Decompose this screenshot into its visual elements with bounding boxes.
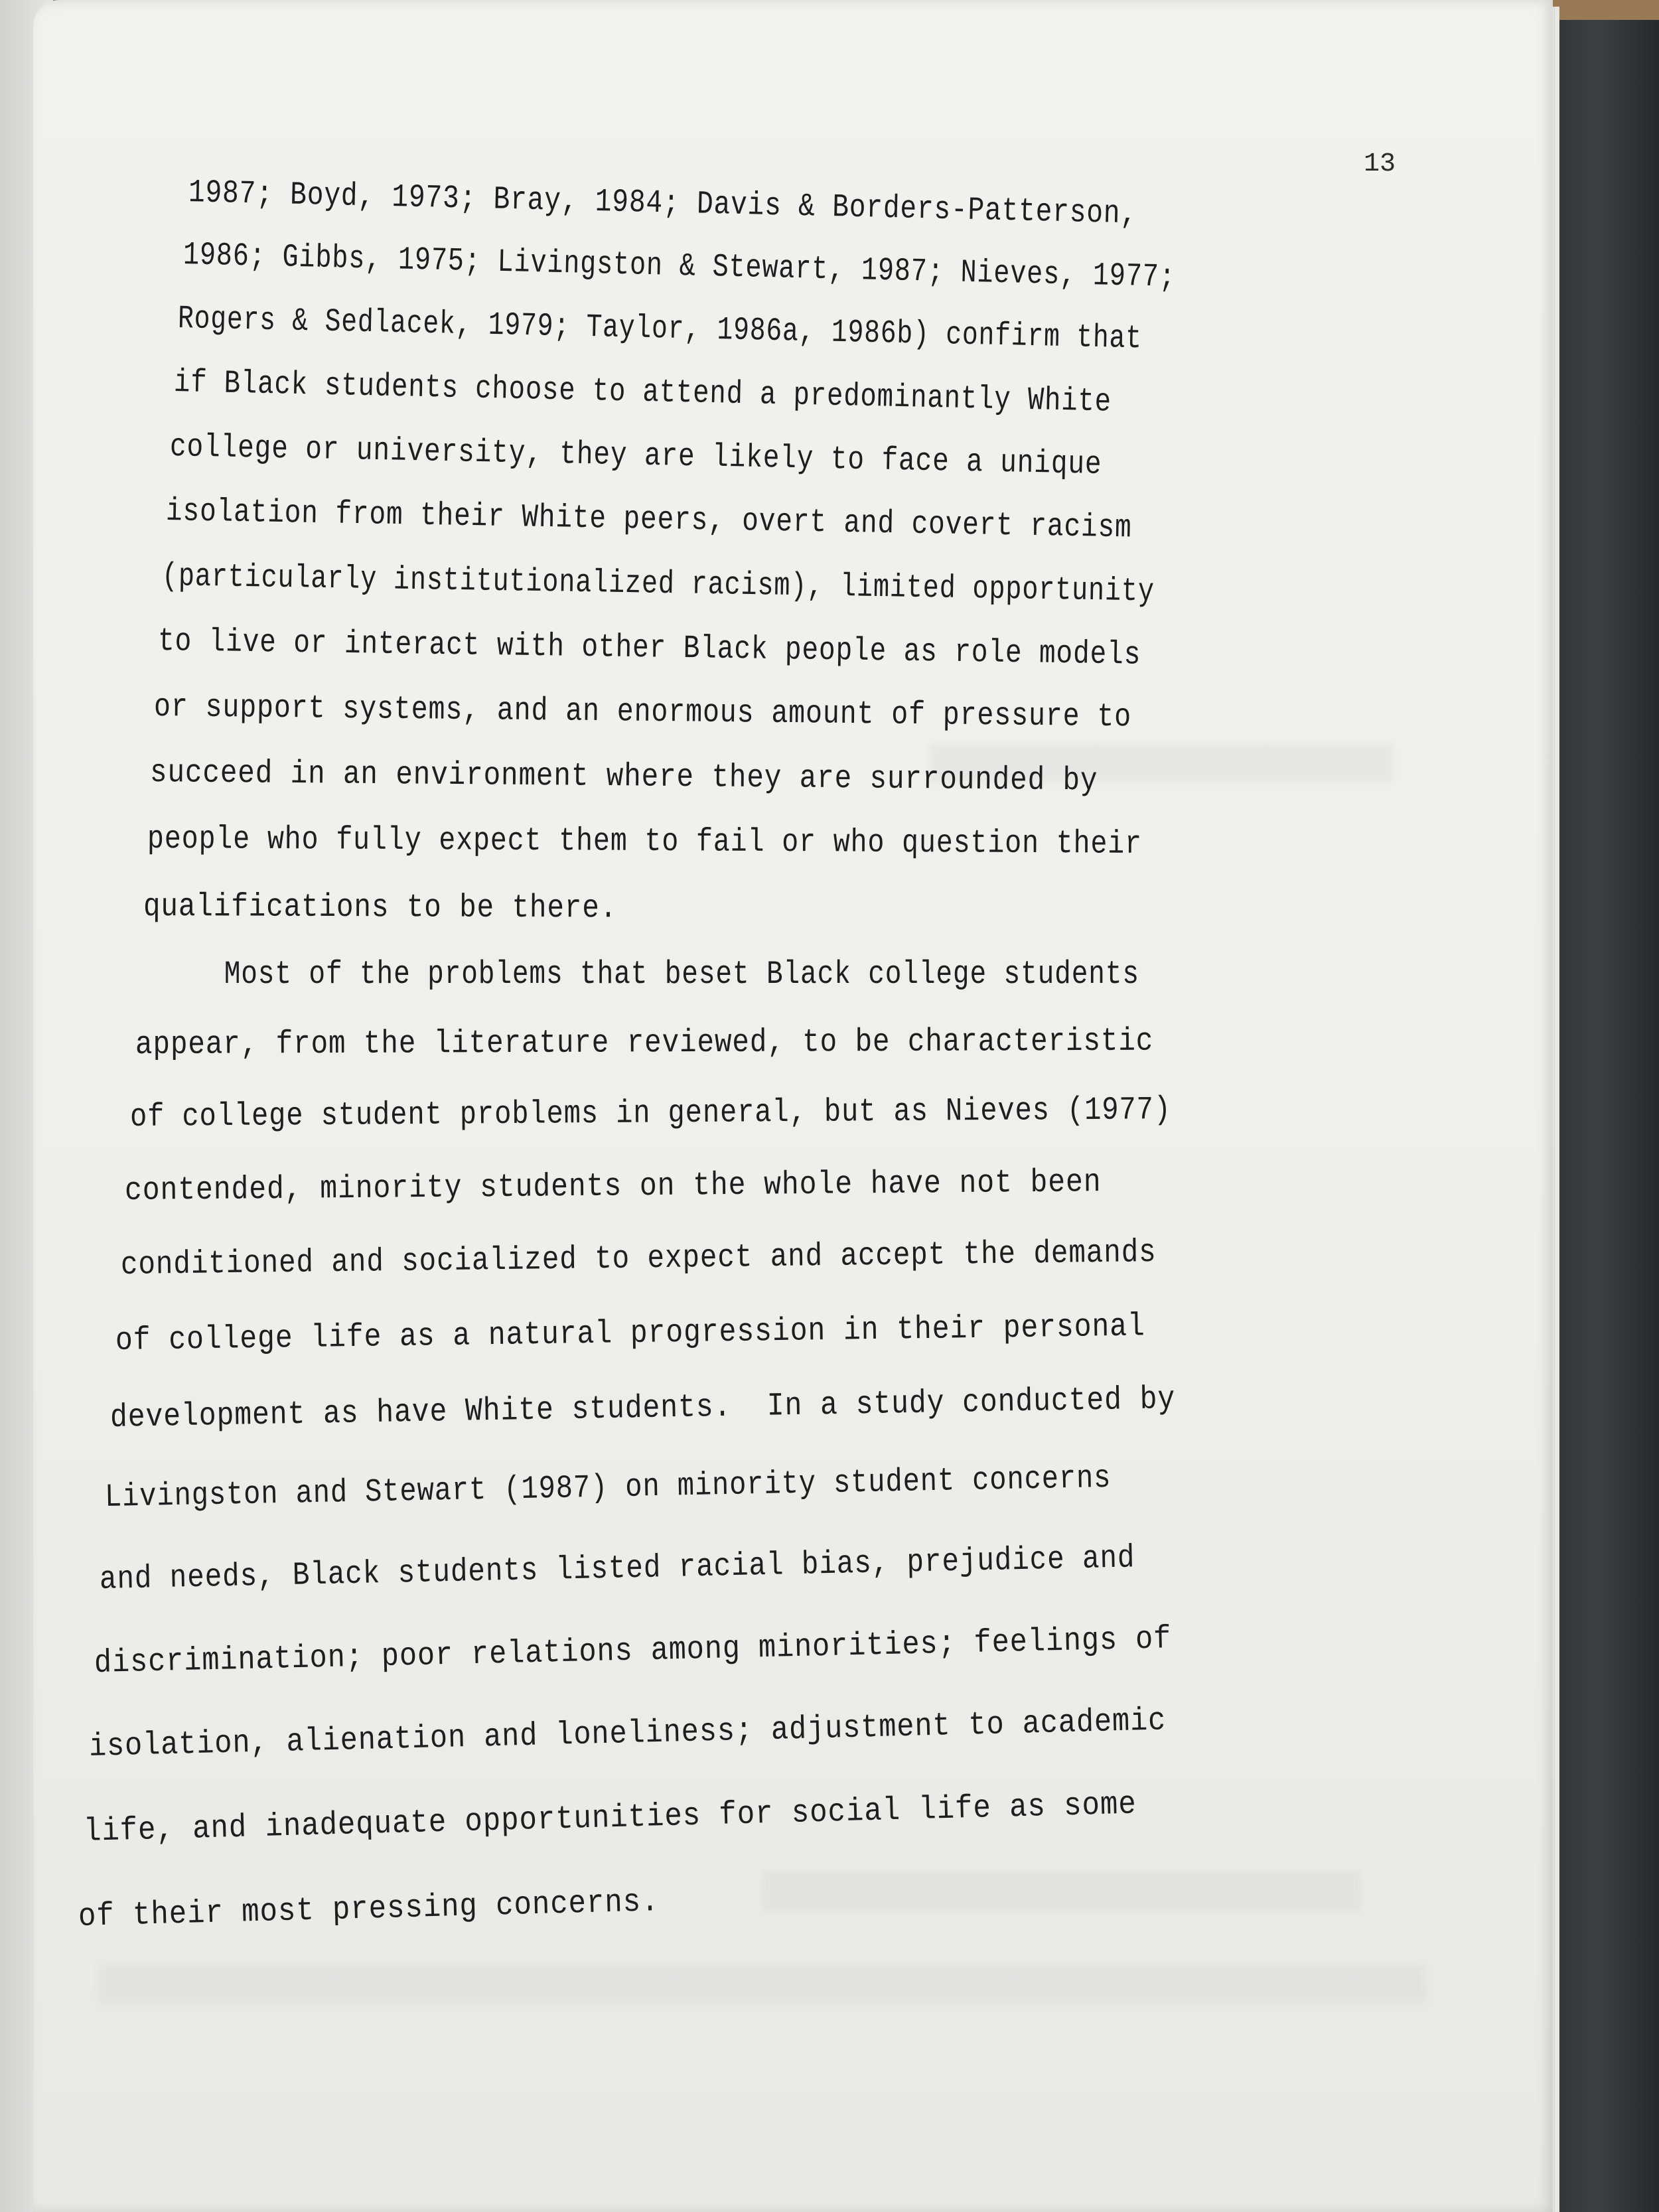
text-line: people who fully expect them to fail or who question their bbox=[147, 820, 1143, 863]
text-line: isolation from their White peers, overt and covert racism bbox=[165, 492, 1133, 547]
text-line: if Black students choose to attend a predominantly White bbox=[173, 364, 1112, 421]
text-line: and needs, Black students listed racial bias, prejudice and bbox=[99, 1539, 1135, 1598]
bleed-through-shadow bbox=[100, 1964, 1427, 2004]
book-page bbox=[33, 0, 1553, 2212]
text-line: discrimination; poor relations among minorities; feelings of bbox=[94, 1620, 1172, 1682]
text-line: college or university, they are likely to face a unique bbox=[169, 428, 1102, 483]
text-line: life, and inadequate opportunities for social life as some bbox=[83, 1785, 1137, 1850]
text-line: qualifications to be there. bbox=[143, 888, 618, 927]
text-line: or support systems, and an enormous amount of pressure to bbox=[153, 688, 1132, 736]
text-line: (particularly institutionalized racism), limited opportunity bbox=[161, 557, 1155, 611]
text-line: isolation, alienation and loneliness; adjustment to academic bbox=[88, 1702, 1167, 1765]
page-number: 13 bbox=[1364, 149, 1396, 179]
text-line: conditioned and socialized to expect and accept the demands bbox=[120, 1233, 1157, 1284]
text-line: Livingston and Stewart (1987) on minority student concerns bbox=[104, 1459, 1112, 1516]
text-line: Rogers & Sedlacek, 1979; Taylor, 1986a, 1986b) confirm that bbox=[177, 300, 1143, 358]
text-line: development as have White students. In a study conducted by bbox=[109, 1380, 1176, 1436]
text-line: 1987; Boyd, 1973; Bray, 1984; Davis & Borders-Patterson, bbox=[188, 174, 1138, 233]
text-line: contended, minority students on the whole have not been bbox=[124, 1163, 1102, 1209]
text-line: Most of the problems that beset Black college students bbox=[139, 956, 1139, 993]
text-line: 1986; Gibbs, 1975; Livingston & Stewart, 1987; Nieves, 1977; bbox=[182, 236, 1177, 296]
bleed-through-shadow bbox=[763, 1872, 1360, 1911]
text-line: of college life as a natural progression in their personal bbox=[115, 1307, 1146, 1359]
text-line: to live or interact with other Black people as role models bbox=[157, 623, 1141, 674]
text-line: of college student problems in general, but as Nieves (1977) bbox=[129, 1091, 1172, 1136]
text-line: appear, from the literature reviewed, to be characteristic bbox=[135, 1022, 1154, 1063]
text-line: of their most pressing concerns. bbox=[78, 1883, 660, 1935]
text-line: succeed in an environment where they are surrounded by bbox=[149, 754, 1098, 800]
